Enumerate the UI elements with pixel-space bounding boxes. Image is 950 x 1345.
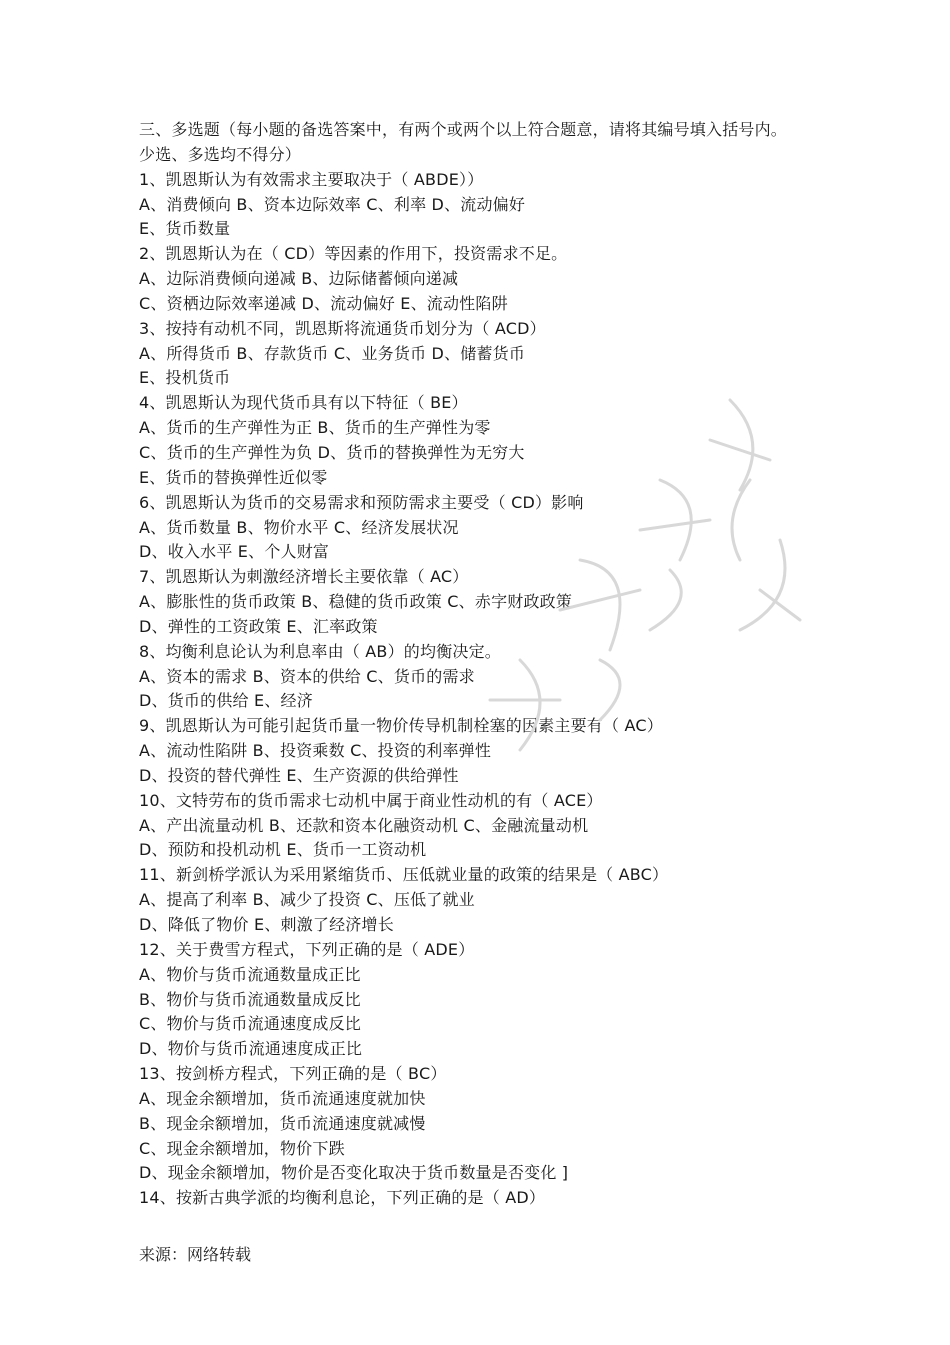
question-line: D、预防和投机动机 E、货币一工资动机 xyxy=(139,840,427,860)
question-line: 13、按剑桥方程式，下列正确的是（ BC） xyxy=(139,1064,447,1084)
question-line: A、产出流量动机 B、还款和资本化融资动机 C、金融流量动机 xyxy=(139,815,589,835)
question-line: A、货币数量 B、物价水平 C、经济发展状况 xyxy=(139,517,459,537)
source-note: 来源：网络转载 xyxy=(139,1245,252,1264)
question-line: A、现金余额增加，货币流通速度就加快 xyxy=(139,1088,426,1108)
question-line: D、投资的替代弹性 E、生产资源的供给弹性 xyxy=(139,765,459,785)
question-line: 7、凯恩斯认为刺激经济增长主要依靠（ AC） xyxy=(139,567,469,587)
question-line: D、物价与货币流通速度成正比 xyxy=(139,1039,363,1059)
question-line: E、投机货币 xyxy=(139,368,231,388)
question-line: D、降低了物价 E、刺激了经济增长 xyxy=(139,915,394,934)
question-line: A、流动性陷阱 B、投资乘数 C、投资的利率弹性 xyxy=(139,741,492,761)
question-line: D、收入水平 E、个人财富 xyxy=(139,542,330,562)
section-title: 三、多选题（每小题的备选答案中，有两个或两个以上符合题意，请将其编号填入括号内。少选、多选均不得分） xyxy=(139,120,788,164)
question-line: 9、凯恩斯认为可能引起货币量一物价传导机制栓塞的因素主要有（ AC） xyxy=(139,716,663,736)
question-line: A、消费倾向 B、资本边际效率 C、利率 D、流动偏好 xyxy=(139,194,526,214)
question-line: 1、凯恩斯认为有效需求主要取决于（ ABDE）） xyxy=(139,169,484,189)
question-line: A、物价与货币流通数量成正比 xyxy=(139,964,361,984)
question-line: A、提高了利率 B、减少了投资 C、压低了就业 xyxy=(139,890,475,910)
question-line: A、货币的生产弹性为正 B、货币的生产弹性为零 xyxy=(139,418,491,438)
question-line: E、货币数量 xyxy=(139,219,231,239)
question-line: D、弹性的工资政策 E、汇率政策 xyxy=(139,616,378,636)
question-line: 6、凯恩斯认为货币的交易需求和预防需求主要受（ CD）影响 xyxy=(139,492,584,512)
document-body xyxy=(139,118,789,1211)
question-line: B、现金余额增加，货币流通速度就减慢 xyxy=(139,1113,426,1133)
question-line: C、货币的生产弹性为负 D、货币的替换弹性为无穷大 xyxy=(139,442,525,462)
question-line: 2、凯恩斯认为在（ CD）等因素的作用下，投资需求不足。 xyxy=(139,244,568,264)
question-line: 8、均衡利息论认为利息率由（ AB）的均衡决定。 xyxy=(139,641,501,661)
question-line: D、现金余额增加，物价是否变化取决于货币数量是否变化 ] xyxy=(139,1163,569,1183)
question-line: B、物价与货币流通数量成反比 xyxy=(139,989,361,1009)
question-line: C、物价与货币流通速度成反比 xyxy=(139,1014,361,1034)
question-line: C、现金余额增加，物价下跌 xyxy=(139,1138,345,1158)
question-line: 4、凯恩斯认为现代货币具有以下特征（ BE） xyxy=(139,393,468,413)
question-line: 3、按持有动机不同，凯恩斯将流通货币划分为（ ACD） xyxy=(139,318,546,338)
question-line: A、膨胀性的货币政策 B、稳健的货币政策 C、赤字财政政策 xyxy=(139,592,573,612)
question-line: D、货币的供给 E、经济 xyxy=(139,691,313,711)
question-line: E、货币的替换弹性近似零 xyxy=(139,467,328,487)
question-line: 11、新剑桥学派认为采用紧缩货币、压低就业量的政策的结果是（ ABC） xyxy=(139,865,669,885)
question-line: 10、文特劳布的货币需求七动机中属于商业性动机的有（ ACE） xyxy=(139,790,603,810)
question-line: 14、按新古典学派的均衡利息论，下列正确的是（ AD） xyxy=(139,1188,546,1208)
question-line: A、资本的需求 B、资本的供给 C、货币的需求 xyxy=(139,666,475,686)
question-list xyxy=(139,168,789,1211)
question-line: A、所得货币 B、存款货币 C、业务货币 D、储蓄货币 xyxy=(139,343,526,363)
question-line: A、边际消费倾向递减 B、边际储蓄倾向递减 xyxy=(139,269,459,289)
question-line: 12、关于费雪方程式，下列正确的是（ ADE） xyxy=(139,939,475,959)
question-line: C、资栖边际效率递减 D、流动偏好 E、流动性陷阱 xyxy=(139,293,508,313)
